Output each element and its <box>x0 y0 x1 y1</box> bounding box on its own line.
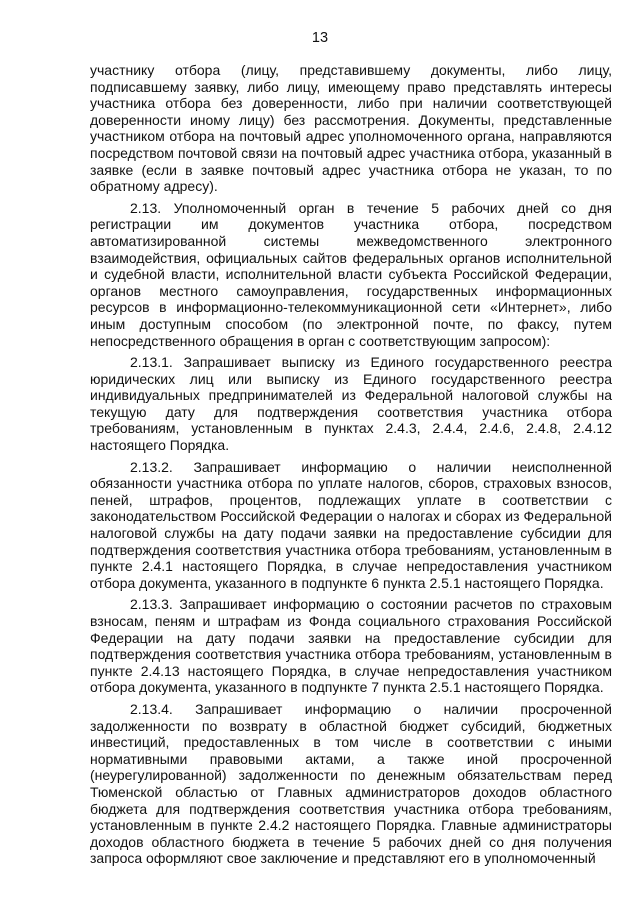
paragraph-2-13-3: 2.13.3. Запрашивает информацию о состоянии расчетов по страховым взносам, пеням и штрафам из Фонда социального страхования Российской Федерации на дату подачи заявки на предоставление субсидии для подтверждения соответствия участника отбора требованиям, установленным в пункте 2.4.13 настоящего Порядка, в случае непредоставления участником отбора документа, указанного в подпункте 7 пункта 2.5.1 настоящего Порядка. <box>90 596 612 696</box>
paragraph-continuation: участнику отбора (лицу, представившему документы, либо лицу, подписавшему заявку, либо лицу, имеющему право представлять интересы участника отбора без доверенности, либо при наличии соответствующей доверенности иному лицу) без рассмотрения. Документы, представленные участником отбора на почтовый адрес уполномоченного органа, направляются посредством почтовой связи на почтовый адрес участника отбора, указанный в заявке (если в заявке почтовый адрес участника отбора не указан, то по обратному адресу). <box>90 62 612 195</box>
page-number: 13 <box>311 30 329 46</box>
paragraph-2-13-4: 2.13.4. Запрашивает информацию о наличии просроченной задолженности по возврату в областной бюджет субсидий, бюджетных инвестиций, предоставленных в том числе в соответствии с иными нормативными правовыми актами, а также иной просроченной (неурегулированной) задолженности по денежным обязательствам перед Тюменской областью от Главных администраторов доходов областного бюджета для подтверждения соответствия участника отбора требованиям, установленным в пункте 2.4.2 настоящего Порядка. Главные администраторы доходов областного бюджета в течение 5 рабочих дней со дня получения запроса оформляют свое заключение и представляют его в уполномоченный <box>90 700 612 867</box>
document-body <box>90 62 612 872</box>
paragraph-2-13: 2.13. Уполномоченный орган в течение 5 рабочих дней со дня регистрации им документов участника отбора, посредством автоматизированной системы межведомственного электронного взаимодействия, официальных сайтов федеральных органов исполнительной и судебной власти, исполнительной власти субъекта Российской Федерации, органов местного самоуправления, государственных информационных ресурсов в информационно-телекоммуникационной сети «Интернет», либо иным доступным способом (по электронной почте, по факсу, путем непосредственного обращения в орган с соответствующим запросом): <box>90 199 612 349</box>
paragraph-2-13-2: 2.13.2. Запрашивает информацию о наличии неисполненной обязанности участника отбора по уплате налогов, сборов, страховых взносов, пеней, штрафов, процентов, подлежащих уплате в соответствии с законодательством Российской Федерации о налогах и сборах из Федеральной налоговой службы на дату подачи заявки на предоставление субсидии для подтверждения соответствия участника отбора требованиям, установленным в пункте 2.4.1 настоящего Порядка, в случае непредоставления участником отбора документа, указанного в подпункте 6 пункта 2.5.1 настоящего Порядка. <box>90 458 612 591</box>
paragraph-2-13-1: 2.13.1. Запрашивает выписку из Единого государственного реестра юридических лиц или выписку из Единого государственного реестра индивидуальных предпринимателей из Федеральной налоговой службы на текущую дату для подтверждения соответствия участника отбора требованиям, установленным в пунктах 2.4.3, 2.4.4, 2.4.6, 2.4.8, 2.4.12 настоящего Порядка. <box>90 354 612 454</box>
